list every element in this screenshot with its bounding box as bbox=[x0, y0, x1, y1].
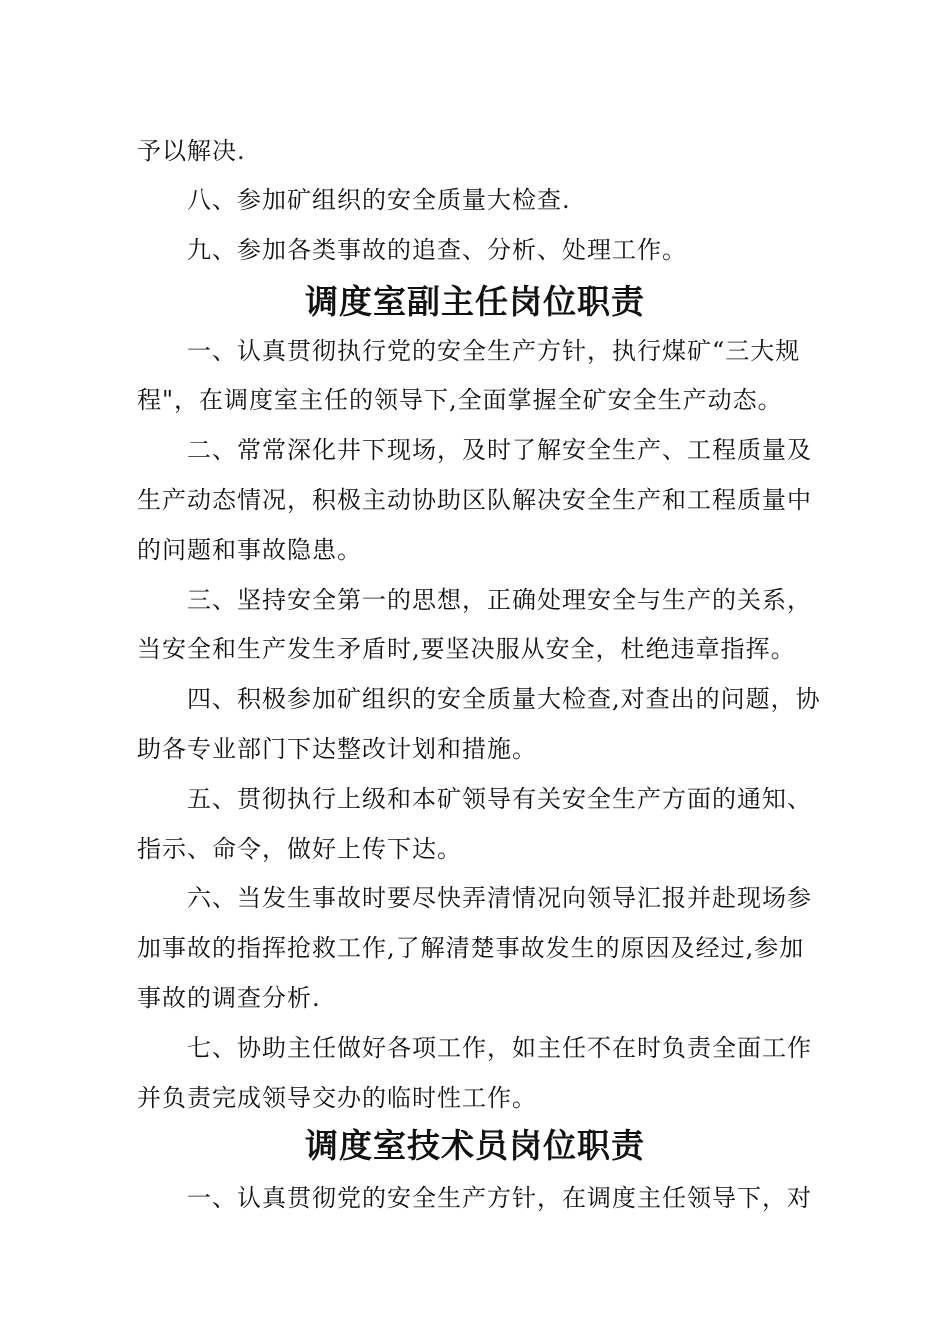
paragraph-line: 予以解决. bbox=[137, 137, 246, 165]
paragraph-line: 当安全和生产发生矛盾时,要坚决服从安全，杜绝违章指挥。 bbox=[137, 635, 796, 663]
paragraph-line: 五、贯彻执行上级和本矿领导有关安全生产方面的通知、 bbox=[187, 785, 812, 813]
paragraph-line: 七、协助主任做好各项工作，如主任不在时负责全面工作 bbox=[187, 1034, 812, 1062]
paragraph-line: 生产动态情况，积极主动协助区队解决安全生产和工程质量中 bbox=[137, 486, 812, 514]
paragraph-line: 六、当发生事故时要尽快弄清情况向领导汇报并赴现场参 bbox=[187, 884, 812, 912]
paragraph-line: 二、常常深化井下现场，及时了解安全生产、工程质量及 bbox=[187, 436, 812, 464]
paragraph-line: 九、参加各类事故的追查、分析、处理工作。 bbox=[187, 236, 687, 264]
paragraph-line: 四、积极参加矿组织的安全质量大检查,对查出的问题，协 bbox=[187, 685, 821, 713]
paragraph-line: 程"，在调度室主任的领导下,全面掌握全矿安全生产动态。 bbox=[137, 386, 783, 414]
paragraph-line: 八、参加矿组织的安全质量大检查. bbox=[187, 186, 571, 214]
paragraph-line: 事故的调查分析. bbox=[137, 984, 321, 1012]
paragraph-line: 一、认真贯彻党的安全生产方针，在调度主任领导下，对 bbox=[187, 1184, 812, 1212]
paragraph-line: 的问题和事故隐患。 bbox=[137, 536, 362, 564]
paragraph-line: 并负责完成领导交办的临时性工作。 bbox=[137, 1084, 537, 1112]
paragraph-line: 加事故的指挥抢救工作,了解清楚事故发生的原因及经过,参加 bbox=[137, 934, 805, 962]
paragraph-line: 一、认真贯彻执行党的安全生产方针，执行煤矿“三大规 bbox=[187, 337, 801, 365]
paragraph-line: 指示、命令，做好上传下达。 bbox=[137, 835, 462, 863]
paragraph-line: 三、坚持安全第一的思想，正确处理安全与生产的关系， bbox=[187, 586, 812, 614]
section-title: 调度室技术员岗位职责 bbox=[305, 1126, 645, 1165]
paragraph-line: 助各专业部门下达整改计划和措施。 bbox=[137, 735, 537, 763]
section-title: 调度室副主任岗位职责 bbox=[305, 282, 645, 321]
